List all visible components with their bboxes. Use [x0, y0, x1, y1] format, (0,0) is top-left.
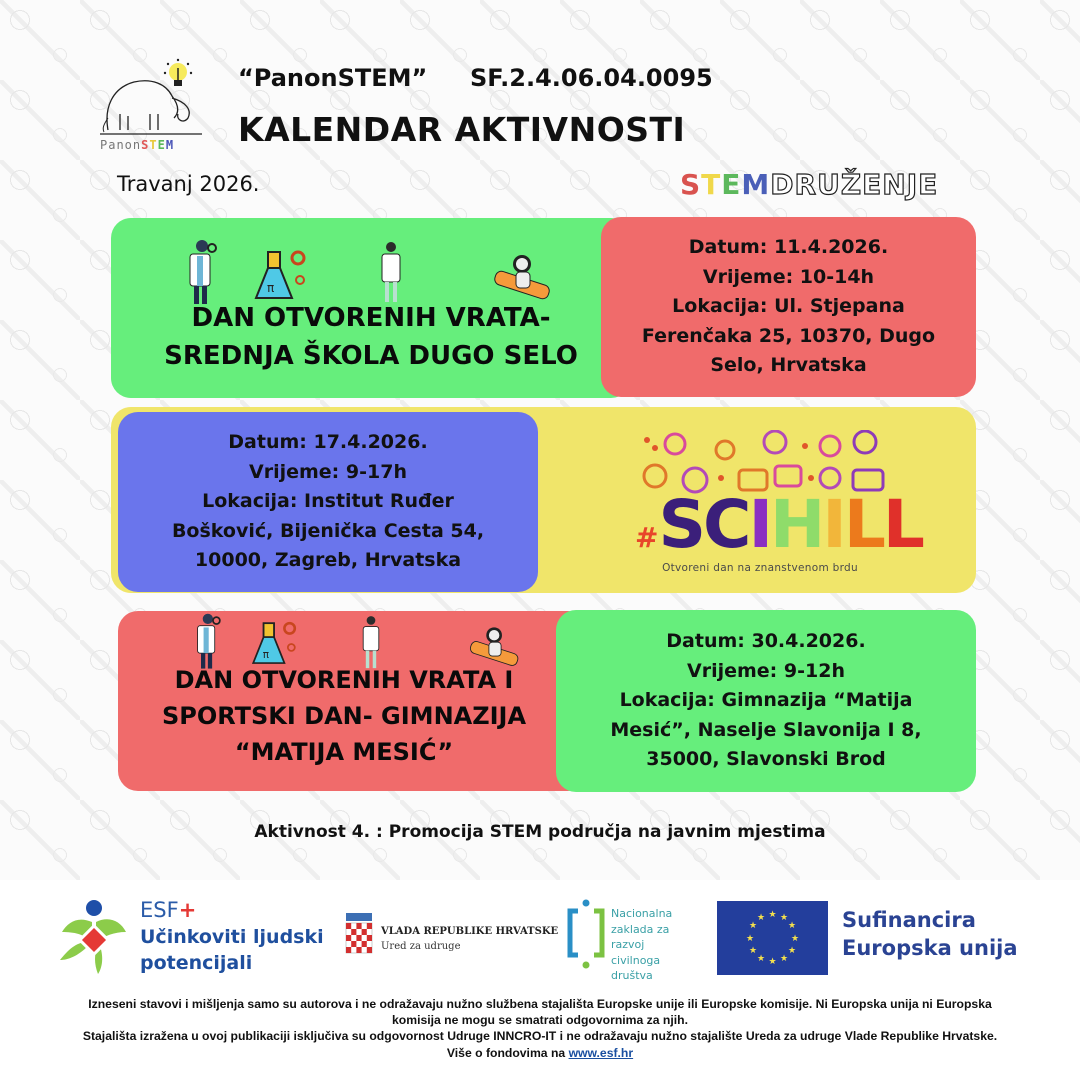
svg-text:★: ★: [745, 934, 755, 944]
svg-text:★: ★: [790, 934, 800, 944]
stem-druzenje-logo: STEMDRUŽENJE: [680, 168, 939, 201]
nacionalna-zaklada-label: Nacionalna zaklada za razvoj civilnoga društva: [611, 907, 673, 983]
event-2-time: Vrijeme: 9-17h: [249, 460, 407, 483]
esf-link[interactable]: www.esf.hr: [568, 1045, 634, 1060]
scientist-magnifier-icon: [180, 238, 222, 308]
panonstem-logo: [98, 58, 204, 158]
event-2-info: [118, 412, 538, 592]
event-3-time: Vrijeme: 9-12h: [687, 659, 845, 682]
event-3-info: [556, 610, 976, 792]
svg-text:★: ★: [756, 913, 766, 923]
croatian-coat-of-arms-icon: [344, 913, 374, 959]
event-3-location: Lokacija: Gimnazija “Matija Mesić”, Naselje Slavonija I 8, 35000, Slavonski Brod: [610, 689, 922, 771]
eu-cofinancing-label: Sufinancira Europska unija: [842, 908, 1018, 961]
event-1-title: DAN OTVORENIH VRATA- SREDNJA ŠKOLA DUGO SELO: [164, 303, 578, 371]
svg-text:π: π: [262, 648, 269, 661]
project-name: “PanonSTEM”: [238, 64, 428, 92]
event-3-date: Datum: 30.4.2026.: [666, 630, 866, 653]
ured-label: Ured za udruge: [381, 941, 461, 952]
esf-program-name: Učinkoviti ljudski potencijali: [140, 926, 324, 974]
eu-flag: [717, 901, 828, 975]
flask-gears-icon: [250, 246, 310, 306]
page-title: KALENDAR AKTIVNOSTI: [238, 110, 686, 149]
disclaimer: Izneseni stavovi i mišljenja samo su autorova i ne odražavaju nužno službena stajališta Europske unije ili Europske komisije. Ni Europska unija ni Europska komisija ne mogu se smatrati odgovornima za njih. Stajališta izražena u ovoj publikaciji isključiva su odgovornost Udruge INNCRO-IT i ne odražavaju nužno stajalište Ureda za udruge Vlade Republike Hrvatske. Više o fondovima na www.esf.hr: [82, 997, 998, 1060]
svg-text:★: ★: [779, 913, 789, 923]
scihill-logo: [625, 430, 922, 580]
event-1-time: Vrijeme: 10-14h: [702, 265, 875, 288]
svg-text:★: ★: [787, 946, 797, 956]
event-3-title: DAN OTVORENIH VRATA I SPORTSKI DAN- GIMNAZIJA “MATIJA MESIĆ”: [161, 666, 527, 766]
eu-stars-icon: [717, 901, 828, 975]
event-2-date: Datum: 17.4.2026.: [228, 431, 428, 454]
esf-plus-label: ESF+: [140, 898, 197, 922]
nacionalna-zaklada-logo-icon: [566, 899, 606, 971]
svg-text:★: ★: [787, 921, 797, 931]
event-2-location: Lokacija: Institut Ruđer Bošković, Bijenička Cesta 54, 10000, Zagreb, Hrvatska: [171, 490, 485, 572]
event-1-date: Datum: 11.4.2026.: [688, 236, 889, 259]
scihill-wordmark: #SCIHILL: [635, 486, 922, 563]
activity-label: Aktivnost 4. : Promocija STEM područja na javnim mjestima: [254, 822, 826, 842]
svg-text:★: ★: [779, 954, 789, 964]
event-1-info: [601, 217, 976, 397]
mammoth-lightbulb-icon: [98, 58, 204, 138]
esf-logo-icon: [58, 898, 128, 974]
month-label: Travanj 2026.: [117, 172, 260, 196]
project-code: SF.2.4.06.04.0095: [470, 64, 713, 92]
vlada-label: VLADA REPUBLIKE HRVATSKE: [381, 926, 559, 937]
event-1-location: Lokacija: Ul. Stjepana Ferenčaka 25, 10370, Dugo Selo, Hrvatska: [641, 295, 936, 377]
svg-text:π: π: [267, 281, 275, 295]
svg-text:★: ★: [756, 954, 766, 964]
svg-text:★: ★: [768, 957, 777, 967]
scientist-woman-icon: [376, 240, 406, 306]
svg-text:★: ★: [748, 921, 758, 931]
logo-wordmark: PanonSTEM: [100, 138, 175, 152]
svg-text:★: ★: [748, 946, 758, 956]
svg-text:★: ★: [768, 910, 777, 920]
scihill-tagline: Otvoreni dan na znanstvenom brdu: [662, 562, 858, 574]
